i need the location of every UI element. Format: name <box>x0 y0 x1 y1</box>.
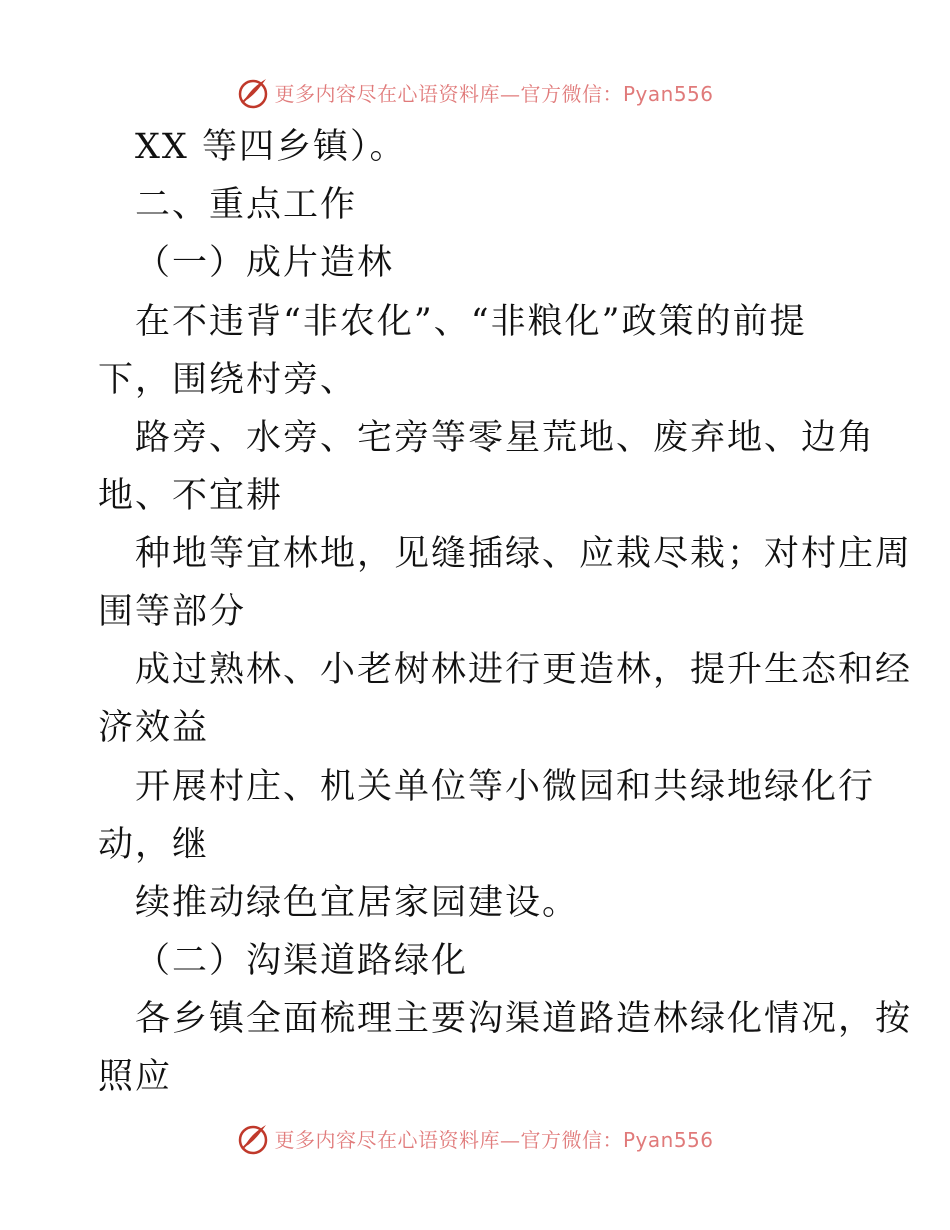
watermark-banner-top <box>0 72 950 112</box>
paragraph-line: 开展村庄、机关单位等小微园和共绿地绿化行 <box>135 767 876 807</box>
paragraph-line: 地、不宜耕 <box>98 476 284 516</box>
paragraph-line: 济效益 <box>98 708 210 748</box>
paragraph-line: 各乡镇全面梳理主要沟渠道路造林绿化情况，按 <box>135 999 913 1039</box>
paragraph-line: 路旁、水旁、宅旁等零星荒地、废弃地、边角 <box>135 418 876 458</box>
watermark-banner-bottom <box>0 1118 950 1158</box>
paragraph-line: 在不违背“非农化”、“非粮化”政策的前提 <box>135 302 807 342</box>
subsection-heading: （一）成片造林 <box>135 243 395 283</box>
quill-logo-icon <box>236 75 270 109</box>
watermark-text: 更多内容尽在心语资料库—官方微信：Pyan556 <box>274 1127 714 1152</box>
paragraph-line: 成过熟林、小老树林进行更造林，提升生态和经 <box>135 650 913 690</box>
paragraph-line: 下，围绕村旁、 <box>98 360 358 400</box>
section-heading: 二、重点工作 <box>135 185 358 225</box>
paragraph-line: 种地等宜林地，见缝插绿、应栽尽栽；对村庄周 <box>135 534 913 574</box>
paragraph-line: 续推动绿色宜居家园建设。 <box>135 883 580 923</box>
quill-logo-icon <box>236 1121 270 1155</box>
watermark-text: 更多内容尽在心语资料库—官方微信：Pyan556 <box>274 81 714 106</box>
paragraph-line: XX 等四乡镇）。 <box>135 127 407 167</box>
paragraph-line: 照应 <box>98 1057 173 1097</box>
paragraph-line: 动，继 <box>98 825 210 865</box>
paragraph-line: 围等部分 <box>98 592 247 632</box>
subsection-heading: （二）沟渠道路绿化 <box>135 941 469 981</box>
